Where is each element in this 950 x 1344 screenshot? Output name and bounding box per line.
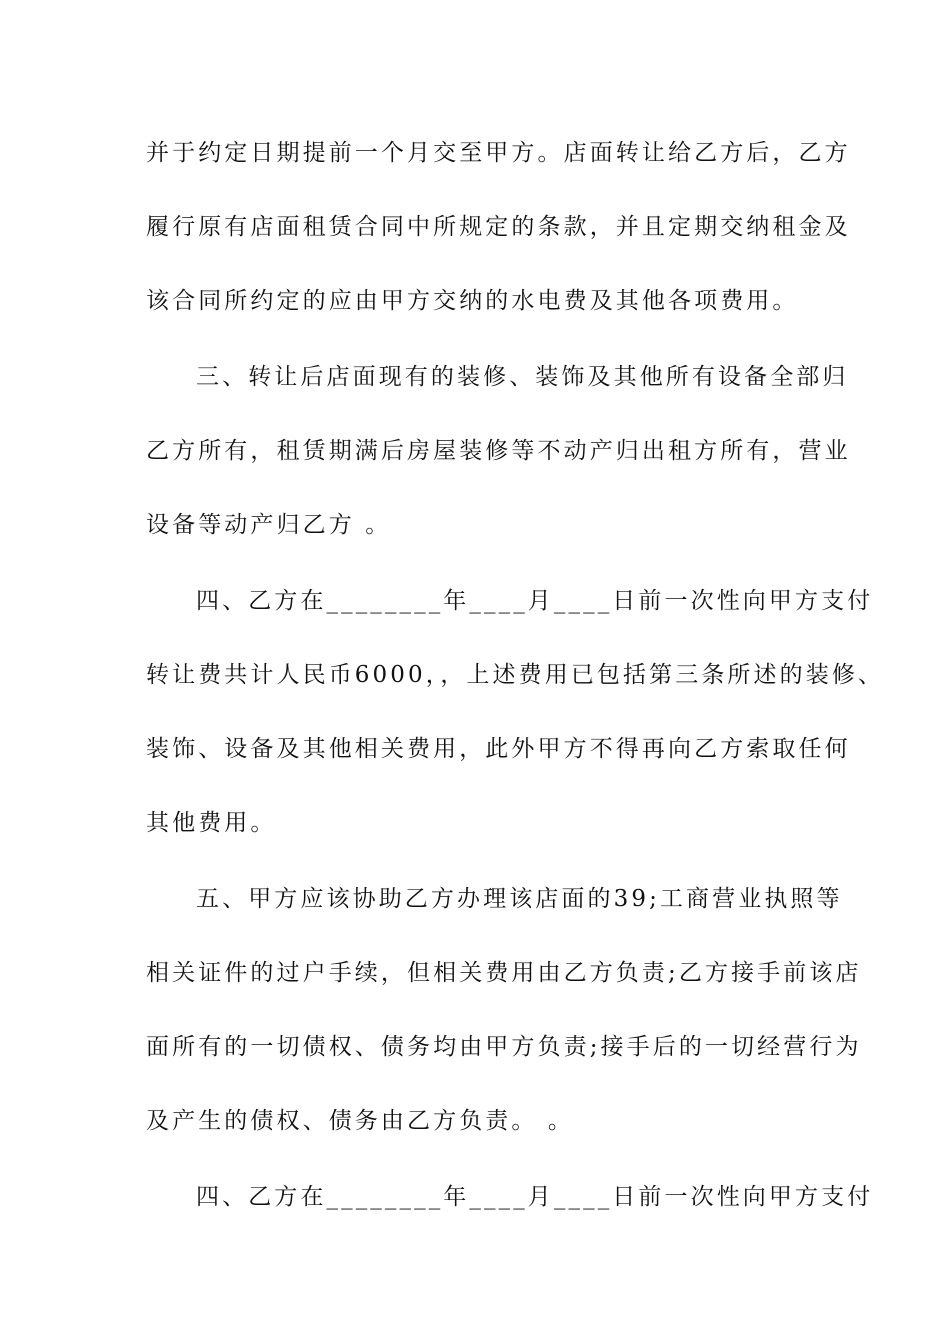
text-line: 其他费用。 — [146, 810, 277, 836]
text-line: 相关证件的过户手续，但相关费用由乙方负责;乙方接手前该店 — [146, 960, 862, 986]
text-line: 履行原有店面租赁合同中所规定的条款，并且定期交纳租金及 — [146, 214, 851, 240]
paragraph-four-start: 四、乙方在________年____月____日前一次性向甲方支付 — [196, 588, 874, 614]
text-line: 并于约定日期提前一个月交至甲方。店面转让给乙方后，乙方 — [146, 140, 851, 166]
text-line: 该合同所约定的应由甲方交纳的水电费及其他各项费用。 — [146, 288, 799, 314]
paragraph-five-start: 五、甲方应该协助乙方办理该店面的39;工商营业执照等 — [196, 886, 843, 912]
text-line: 转让费共计人民币6000，，上述费用已包括第三条所述的装修、 — [146, 662, 885, 688]
text-line: 设备等动产归乙方 。 — [146, 512, 392, 538]
text-line: 及产生的债权、债务由乙方负责。 。 — [146, 1108, 575, 1134]
paragraph-four-repeat-start: 四、乙方在________年____月____日前一次性向甲方支付 — [196, 1184, 874, 1210]
text-line: 面所有的一切债权、债务均由甲方负责;接手后的一切经营行为 — [146, 1034, 862, 1060]
paragraph-three-start: 三、转让后店面现有的装修、装饰及其他所有设备全部归 — [196, 364, 849, 390]
text-line: 装饰、设备及其他相关费用，此外甲方不得再向乙方索取任何 — [146, 736, 851, 762]
text-line: 乙方所有，租赁期满后房屋装修等不动产归出租方所有，营业 — [146, 438, 851, 464]
